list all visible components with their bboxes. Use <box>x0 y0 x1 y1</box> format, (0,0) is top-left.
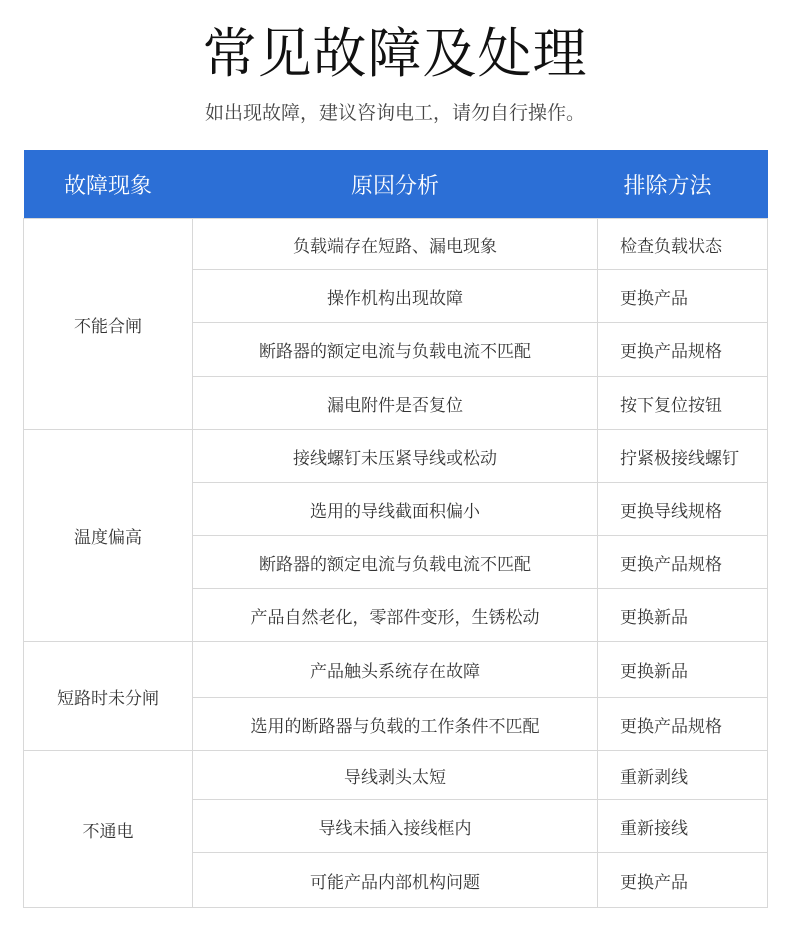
cause-cell: 选用的导线截面积偏小 <box>193 483 598 536</box>
table-row <box>24 219 768 270</box>
page-subtitle: 如出现故障，建议咨询电工，请勿自行操作。 <box>204 102 585 124</box>
cause-cell: 可能产品内部机构问题 <box>193 853 598 908</box>
fix-cell: 更换导线规格 <box>598 483 768 536</box>
fault-table <box>23 150 768 908</box>
symptom-cell: 温度偏高 <box>24 430 193 642</box>
symptom-cell: 不通电 <box>24 751 193 908</box>
cause-cell: 操作机构出现故障 <box>193 270 598 323</box>
page-title: 常见故障及处理 <box>202 22 588 85</box>
cause-cell: 选用的断路器与负载的工作条件不匹配 <box>193 698 598 751</box>
fix-cell: 更换产品规格 <box>598 698 768 751</box>
cause-cell: 漏电附件是否复位 <box>193 377 598 430</box>
symptom-cell: 不能合闸 <box>24 219 193 430</box>
fix-cell: 重新剥线 <box>598 751 768 800</box>
table-row <box>24 751 768 800</box>
table-header <box>24 150 768 219</box>
cause-cell: 产品自然老化，零部件变形，生锈松动 <box>193 589 598 642</box>
cause-cell: 产品触头系统存在故障 <box>193 642 598 698</box>
fix-cell: 更换新品 <box>598 642 768 698</box>
symptom-cell: 短路时未分闸 <box>24 642 193 751</box>
fix-cell: 按下复位按钮 <box>598 377 768 430</box>
fix-cell: 更换新品 <box>598 589 768 642</box>
fix-cell: 更换产品规格 <box>598 536 768 589</box>
fix-cell: 更换产品 <box>598 270 768 323</box>
cause-cell: 断路器的额定电流与负载电流不匹配 <box>193 323 598 377</box>
header-cause: 原因分析 <box>193 150 598 219</box>
cause-cell: 导线未插入接线框内 <box>193 800 598 853</box>
fix-cell: 更换产品 <box>598 853 768 908</box>
table-row <box>24 642 768 698</box>
fix-cell: 拧紧极接线螺钉 <box>598 430 768 483</box>
fix-cell: 重新接线 <box>598 800 768 853</box>
cause-cell: 负载端存在短路、漏电现象 <box>193 219 598 270</box>
fix-cell: 检查负载状态 <box>598 219 768 270</box>
cause-cell: 断路器的额定电流与负载电流不匹配 <box>193 536 598 589</box>
table-body <box>24 219 768 908</box>
header-fix: 排除方法 <box>598 150 768 219</box>
header-symptom: 故障现象 <box>24 150 193 219</box>
table-row <box>24 430 768 483</box>
cause-cell: 导线剥头太短 <box>193 751 598 800</box>
fix-cell: 更换产品规格 <box>598 323 768 377</box>
cause-cell: 接线螺钉未压紧导线或松动 <box>193 430 598 483</box>
